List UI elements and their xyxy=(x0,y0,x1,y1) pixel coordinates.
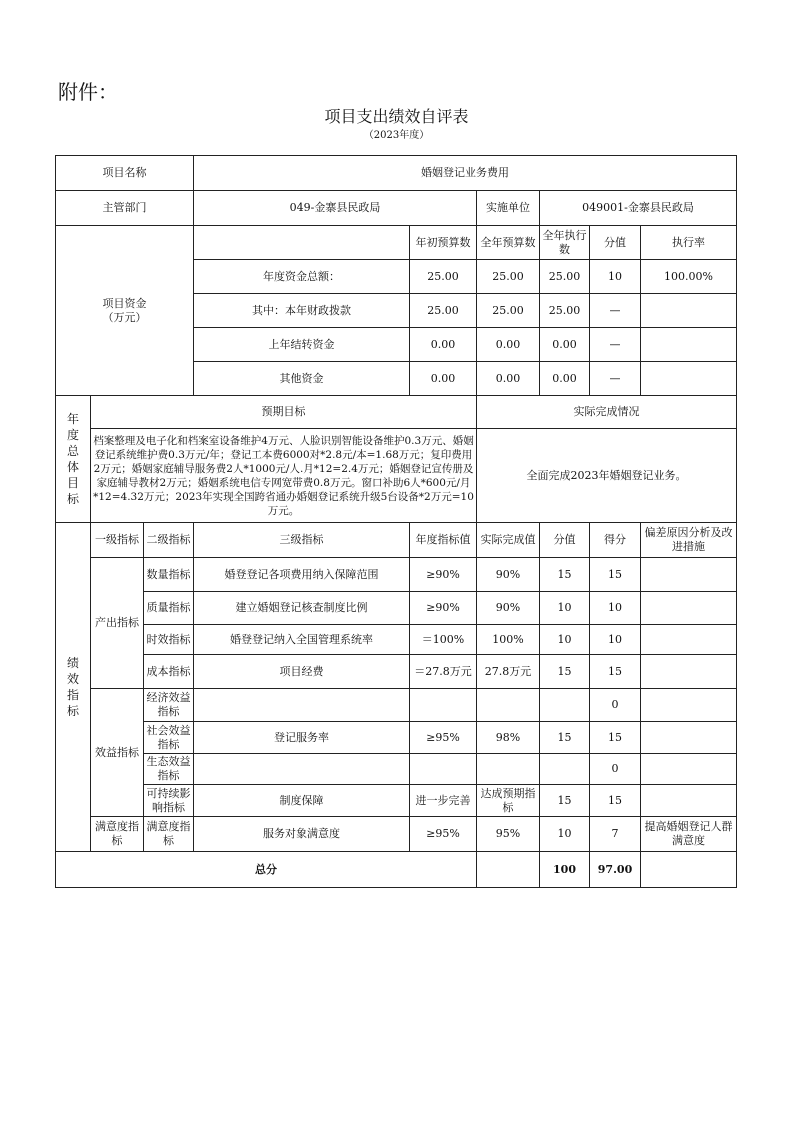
level2-indicator: 时效指标 xyxy=(144,625,194,655)
level3-indicator xyxy=(194,689,410,722)
level2-indicator: 生态效益指标 xyxy=(144,754,194,785)
level1-indicator: 效益指标 xyxy=(91,689,144,817)
funds-rate xyxy=(641,362,737,396)
indicator-score: 15 xyxy=(590,655,641,689)
funds-annual: 0.00 xyxy=(477,328,540,362)
level2-indicator: 社会效益指标 xyxy=(144,722,194,754)
indicator-row xyxy=(56,817,737,852)
level2-indicator: 经济效益指标 xyxy=(144,689,194,722)
performance-side-label xyxy=(56,523,91,852)
indicator-row xyxy=(56,689,737,722)
funds-header-blank xyxy=(194,226,410,260)
level1-indicator: 产出指标 xyxy=(91,558,144,689)
actual-value: 达成预期指标 xyxy=(477,785,540,817)
level3-indicator: 建立婚姻登记核查制度比例 xyxy=(194,592,410,625)
funds-executed: 25.00 xyxy=(540,260,590,294)
indicator-score: 15 xyxy=(590,722,641,754)
actual-value xyxy=(477,689,540,722)
project-name: 婚姻登记业务费用 xyxy=(194,156,737,191)
indicator-score-value: 15 xyxy=(540,785,590,817)
funds-executed: 0.00 xyxy=(540,362,590,396)
funds-initial: 0.00 xyxy=(410,328,477,362)
indicator-score: 15 xyxy=(590,785,641,817)
indicator-score: 7 xyxy=(590,817,641,852)
indicator-score-value: 15 xyxy=(540,558,590,592)
deviation-note: 提高婚姻登记人群满意度 xyxy=(641,817,737,852)
performance-side-text: 绩效指标 xyxy=(66,656,79,718)
indicator-score: 0 xyxy=(590,754,641,785)
indicator-score: 15 xyxy=(590,558,641,592)
level3-indicator: 制度保障 xyxy=(194,785,410,817)
deviation-note xyxy=(641,754,737,785)
impl-value: 049001-金寨县民政局 xyxy=(540,191,737,226)
funds-row-label: 年度资金总额： xyxy=(194,260,410,294)
level1-indicator: 满意度指标 xyxy=(91,817,144,852)
expected-goals: 档案整理及电子化和档案室设备维护4万元、人脸识别智能设备维护0.3万元、婚姻登记系统维护费0.3万元/年；登记工本费6000对*2.8元/本=1.68万元；复印费用2万元；婚姻家庭辅导服务费2人*1000元/人.月*12=2.4万元；婚姻登记宣传册及家庭辅导教材2万元；婚姻系统电信专网宽带费0.8万元。窗口补助6人*600元/月*12=4.32万元；2023年实现全国跨省通办婚姻登记系统升级5台设备*2万元=10万元。 xyxy=(91,429,477,523)
indicator-score: 10 xyxy=(590,625,641,655)
deviation-note xyxy=(641,558,737,592)
funds-score-value: — xyxy=(590,294,641,328)
level3-indicator xyxy=(194,754,410,785)
actual-header: 实际完成情况 xyxy=(477,396,737,429)
indicator-row xyxy=(56,754,737,785)
year-subtitle: （2023年度） xyxy=(363,130,430,141)
dept-label: 主管部门 xyxy=(56,191,194,226)
total-label: 总分 xyxy=(56,852,477,888)
target-value: ＝100% xyxy=(410,625,477,655)
actual-value: 90% xyxy=(477,558,540,592)
indicator-row xyxy=(56,655,737,689)
actual-value: 27.8万元 xyxy=(477,655,540,689)
indicator-row xyxy=(56,625,737,655)
level2-header: 二级指标 xyxy=(144,523,194,558)
funds-executed: 25.00 xyxy=(540,294,590,328)
level3-indicator: 项目经费 xyxy=(194,655,410,689)
level3-indicator: 登记服务率 xyxy=(194,722,410,754)
impl-label: 实施单位 xyxy=(477,191,540,226)
level2-indicator: 质量指标 xyxy=(144,592,194,625)
actual-value: 100% xyxy=(477,625,540,655)
funds-row-label: 上年结转资金 xyxy=(194,328,410,362)
level2-indicator: 满意度指标 xyxy=(144,817,194,852)
target-value: ≥95% xyxy=(410,722,477,754)
level3-indicator: 服务对象满意度 xyxy=(194,817,410,852)
deviation-note xyxy=(641,592,737,625)
funds-rate: 100.00% xyxy=(641,260,737,294)
dept-value: 049-金寨县民政局 xyxy=(194,191,477,226)
deviation-note xyxy=(641,689,737,722)
level2-indicator: 成本指标 xyxy=(144,655,194,689)
actual-value xyxy=(477,754,540,785)
level3-indicator: 婚登登记纳入全国管理系统率 xyxy=(194,625,410,655)
deviation-note xyxy=(641,785,737,817)
actual-value: 98% xyxy=(477,722,540,754)
level1-header: 一级指标 xyxy=(91,523,144,558)
funds-initial: 25.00 xyxy=(410,294,477,328)
funds-row-label: 其他资金 xyxy=(194,362,410,396)
funds-label: 项目资金 （万元） xyxy=(56,226,194,396)
attachment-label: 附件： xyxy=(58,80,118,104)
funds-initial: 0.00 xyxy=(410,362,477,396)
actual-goals: 全面完成2023年婚姻登记业务。 xyxy=(477,429,737,523)
page-title: 项目支出绩效自评表 xyxy=(324,107,469,126)
funds-score-value: — xyxy=(590,328,641,362)
target-value xyxy=(410,754,477,785)
indicator-row xyxy=(56,558,737,592)
level2-indicator: 可持续影响指标 xyxy=(144,785,194,817)
funds-annual: 25.00 xyxy=(477,294,540,328)
indicator-row xyxy=(56,722,737,754)
indicator-row xyxy=(56,592,737,625)
actual-value: 90% xyxy=(477,592,540,625)
funds-annual: 25.00 xyxy=(477,260,540,294)
indicator-score-value xyxy=(540,754,590,785)
self-evaluation-table xyxy=(55,155,737,888)
target-value: ≥95% xyxy=(410,817,477,852)
indicator-row xyxy=(56,785,737,817)
goals-side-text: 年度总体目标 xyxy=(66,412,79,506)
indicator-score-value: 10 xyxy=(540,592,590,625)
indicator-score-value: 15 xyxy=(540,722,590,754)
score-value-header: 分值 xyxy=(540,523,590,558)
target-header: 年度指标值 xyxy=(410,523,477,558)
actual-value: 95% xyxy=(477,817,540,852)
target-value: ≥90% xyxy=(410,558,477,592)
funds-header-annual: 全年预算数 xyxy=(477,226,540,260)
deviation-note xyxy=(641,655,737,689)
target-value: ≥90% xyxy=(410,592,477,625)
level2-indicator: 数量指标 xyxy=(144,558,194,592)
indicator-score-value: 15 xyxy=(540,655,590,689)
funds-score-value: 10 xyxy=(590,260,641,294)
level3-header: 三级指标 xyxy=(194,523,410,558)
deviation-note xyxy=(641,625,737,655)
indicator-score-value: 10 xyxy=(540,817,590,852)
indicator-score-value: 10 xyxy=(540,625,590,655)
score-header: 得分 xyxy=(590,523,641,558)
funds-rate xyxy=(641,294,737,328)
funds-score-value: — xyxy=(590,362,641,396)
target-value xyxy=(410,689,477,722)
deviation-note xyxy=(641,722,737,754)
indicator-score-value xyxy=(540,689,590,722)
indicator-score: 0 xyxy=(590,689,641,722)
expected-header: 预期目标 xyxy=(91,396,477,429)
total-deviation-blank xyxy=(641,852,737,888)
funds-initial: 25.00 xyxy=(410,260,477,294)
funds-row-label: 其中：本年财政拨款 xyxy=(194,294,410,328)
total-score: 97.00 xyxy=(590,852,641,888)
funds-header-rate: 执行率 xyxy=(641,226,737,260)
funds-executed: 0.00 xyxy=(540,328,590,362)
funds-header-initial: 年初预算数 xyxy=(410,226,477,260)
funds-annual: 0.00 xyxy=(477,362,540,396)
indicator-score: 10 xyxy=(590,592,641,625)
deviation-header: 偏差原因分析及改进措施 xyxy=(641,523,737,558)
target-value: 进一步完善 xyxy=(410,785,477,817)
project-name-label: 项目名称 xyxy=(56,156,194,191)
level3-indicator: 婚登登记各项费用纳入保障范围 xyxy=(194,558,410,592)
target-value: ＝27.8万元 xyxy=(410,655,477,689)
funds-rate xyxy=(641,328,737,362)
funds-header-executed: 全年执行数 xyxy=(540,226,590,260)
total-blank xyxy=(477,852,540,888)
funds-header-score-value: 分值 xyxy=(590,226,641,260)
total-score-value: 100 xyxy=(540,852,590,888)
goals-side-label xyxy=(56,396,91,523)
actual-value-header: 实际完成值 xyxy=(477,523,540,558)
